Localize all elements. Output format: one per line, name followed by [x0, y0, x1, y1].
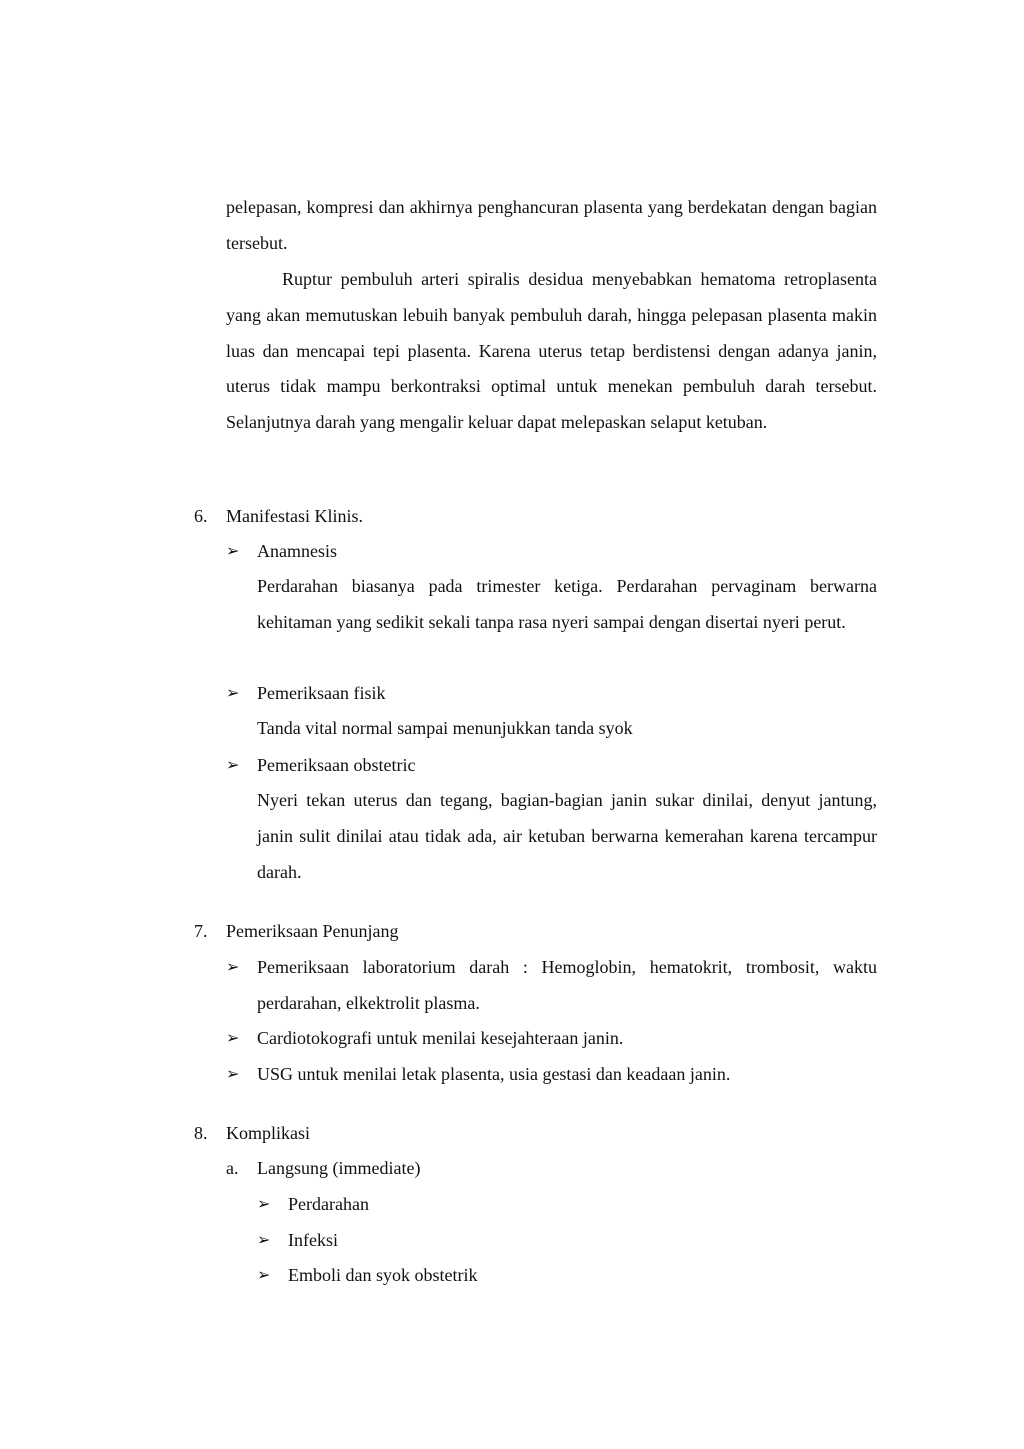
bullet-item — [226, 1059, 730, 1089]
bullet-item — [226, 750, 415, 780]
paragraph-continuation: pelepasan, kompresi dan akhirnya penghancuran plasenta yang berdekatan dengan bagian tersebut. — [226, 197, 877, 253]
bullet-label: Anamnesis — [257, 541, 337, 561]
bullet-text: Emboli dan syok obstetrik — [288, 1265, 478, 1285]
section-title: Manifestasi Klinis. — [226, 506, 363, 526]
arrow-bullet-icon: ➢ — [257, 1232, 271, 1249]
bullet-text: Pemeriksaan laboratorium darah : Hemoglobin, hematokrit, trombosit, waktu perdarahan, elkektrolit plasma. — [257, 957, 877, 1013]
arrow-bullet-icon: ➢ — [226, 1066, 240, 1083]
section-number: 8. — [194, 1123, 208, 1143]
bullet-item — [257, 1189, 369, 1219]
bullet-item — [257, 1225, 338, 1255]
bullet-item — [226, 950, 877, 1022]
bullet-text: Cardiotokografi untuk menilai kesejahteraan janin. — [257, 1028, 624, 1048]
bullet-description: Perdarahan biasanya pada trimester ketiga. Perdarahan pervaginam berwarna kehitaman yang sedikit sekali tanpa rasa nyeri sampai dengan disertai nyeri perut. — [257, 576, 877, 632]
section-6-heading — [194, 501, 363, 531]
bullet-item — [257, 1260, 477, 1290]
bullet-text: USG untuk menilai letak plasenta, usia gestasi dan keadaan janin. — [257, 1064, 731, 1084]
bullet-label: Pemeriksaan fisik — [257, 683, 386, 703]
bullet-label: Pemeriksaan obstetric — [257, 755, 416, 775]
bullet-text: Perdarahan — [288, 1194, 369, 1214]
paragraph-ruptur: Ruptur pembuluh arteri spiralis desidua menyebabkan hematoma retroplasenta yang akan memutuskan lebuih banyak pembuluh darah, hingga pelepasan plasenta makin luas dan mencapai tepi plasenta. Karena uterus tetap berdistensi dengan adanya janin, uterus tidak mampu berkontraksi optimal untuk menekan pembuluh darah tersebut. Selanjutnya darah yang mengalir keluar dapat melepaskan selaput ketuban. — [226, 269, 877, 433]
section-number: 7. — [194, 921, 208, 941]
section-7-heading — [194, 916, 398, 946]
bullet-item — [226, 536, 337, 566]
bullet-description: Nyeri tekan uterus dan tegang, bagian-bagian janin sukar dinilai, denyut jantung, janin sulit dinilai atau tidak ada, air ketuban berwarna kemerahan karena tercampur darah. — [257, 790, 877, 882]
arrow-bullet-icon: ➢ — [226, 685, 240, 702]
bullet-text: Infeksi — [288, 1230, 338, 1250]
section-title: Komplikasi — [226, 1123, 310, 1143]
subsection-letter: a. — [226, 1158, 239, 1178]
arrow-bullet-icon: ➢ — [226, 1030, 240, 1047]
arrow-bullet-icon: ➢ — [226, 757, 240, 774]
bullet-item — [226, 678, 385, 708]
subsection-a — [226, 1153, 420, 1183]
section-number: 6. — [194, 506, 208, 526]
arrow-bullet-icon: ➢ — [226, 959, 240, 976]
section-title: Pemeriksaan Penunjang — [226, 921, 399, 941]
section-8-heading — [194, 1118, 310, 1148]
subsection-title: Langsung (immediate) — [257, 1158, 421, 1178]
arrow-bullet-icon: ➢ — [257, 1196, 271, 1213]
bullet-description: Tanda vital normal sampai menunjukkan tanda syok — [257, 718, 633, 738]
arrow-bullet-icon: ➢ — [257, 1267, 271, 1284]
arrow-bullet-icon: ➢ — [226, 543, 240, 560]
bullet-item — [226, 1023, 623, 1053]
